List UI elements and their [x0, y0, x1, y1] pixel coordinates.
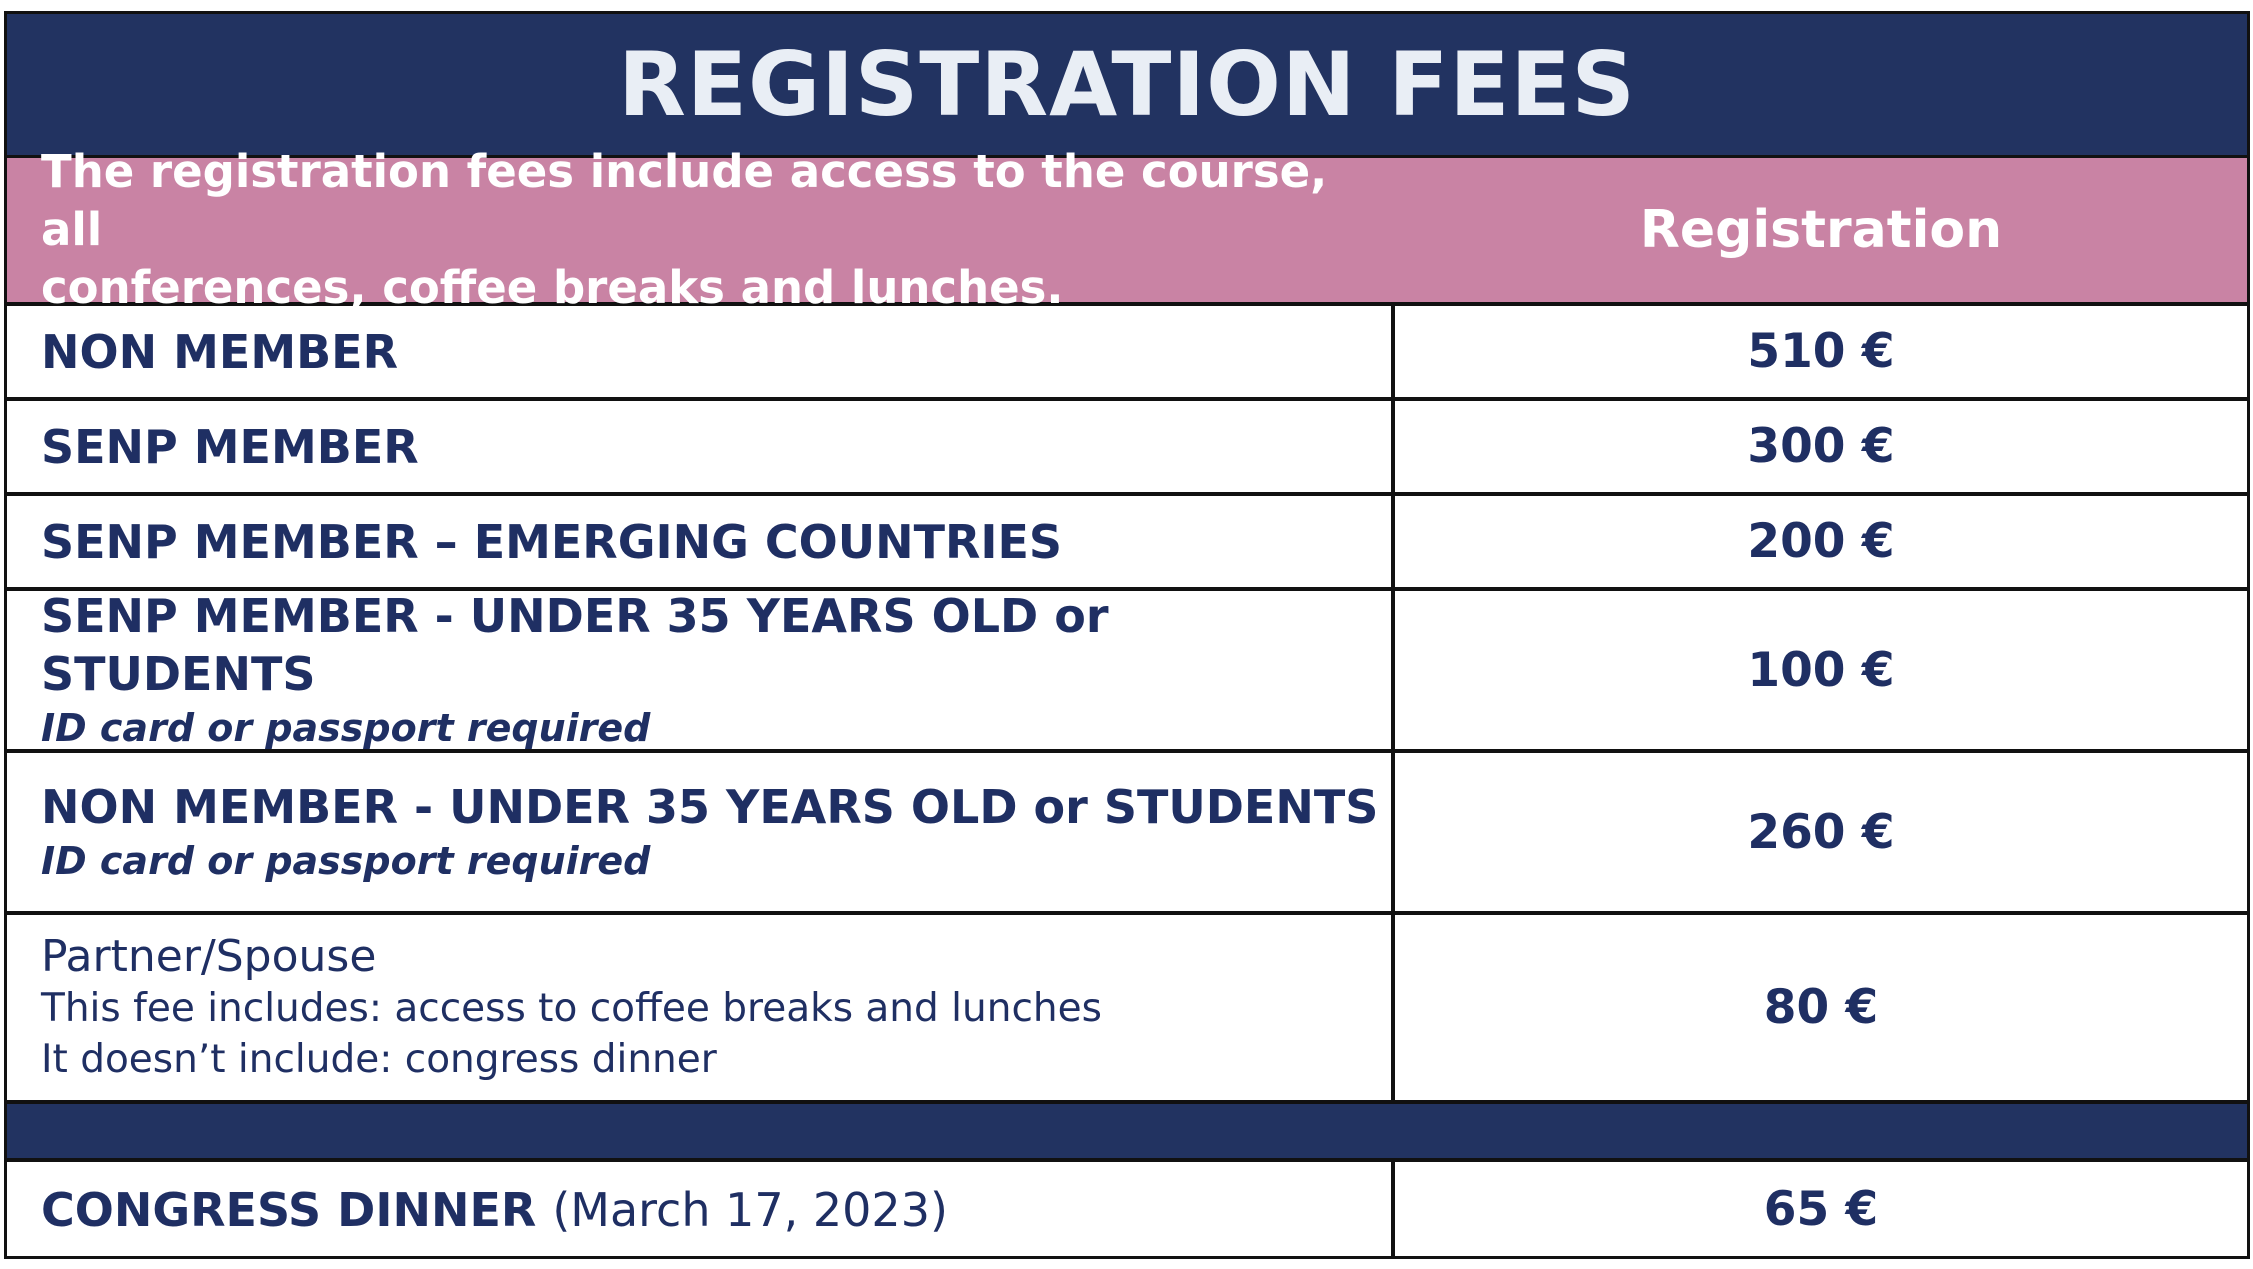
fee-price: 200 € — [1747, 514, 1895, 569]
fee-label: NON MEMBER — [41, 324, 398, 379]
table-row — [7, 496, 2247, 591]
dinner-price: 65 € — [1763, 1182, 1879, 1237]
fee-note: ID card or passport required — [41, 706, 651, 750]
fee-label: NON MEMBER - UNDER 35 YEARS OLD or STUDENTS — [41, 780, 1379, 834]
header-description — [7, 145, 1395, 314]
fee-price: 510 € — [1747, 324, 1895, 379]
table-header-row — [7, 145, 2247, 314]
table-row — [7, 591, 2247, 753]
header-registration-label: Registration — [1639, 200, 2003, 260]
fee-label: SENP MEMBER - UNDER 35 YEARS OLD or STUDENTS — [41, 589, 1109, 701]
table-row — [7, 915, 2247, 1104]
fee-price: 100 € — [1747, 642, 1895, 698]
dinner-date: (March 17, 2023) — [552, 1182, 948, 1237]
fee-label: SENP MEMBER – EMERGING COUNTRIES — [41, 514, 1063, 569]
fee-price: 260 € — [1747, 804, 1895, 860]
table-row-dinner — [7, 1162, 2247, 1257]
fee-label: Partner/Spouse — [41, 930, 377, 982]
fee-price: 300 € — [1747, 419, 1895, 474]
header-description-line1: The registration fees include access to the course, all — [41, 145, 1328, 256]
table-row — [7, 753, 2247, 915]
registration-fees-table — [4, 11, 2250, 1259]
fee-price: 80 € — [1763, 980, 1879, 1035]
fee-detail-includes: This fee includes: access to coffee breaks and lunches — [41, 985, 1102, 1031]
page-title: REGISTRATION FEES — [7, 14, 2247, 158]
fee-label: SENP MEMBER — [41, 419, 419, 474]
fee-detail-excludes: It doesn’t include: congress dinner — [41, 1036, 717, 1082]
header-description-line2: conferences, coffee breaks and lunches. — [41, 261, 1064, 314]
table-row — [7, 306, 2247, 401]
table-row — [7, 401, 2247, 496]
section-divider — [7, 1104, 2247, 1162]
fee-note: ID card or passport required — [41, 839, 651, 883]
dinner-label — [41, 1181, 1391, 1239]
dinner-title: CONGRESS DINNER — [41, 1182, 537, 1237]
